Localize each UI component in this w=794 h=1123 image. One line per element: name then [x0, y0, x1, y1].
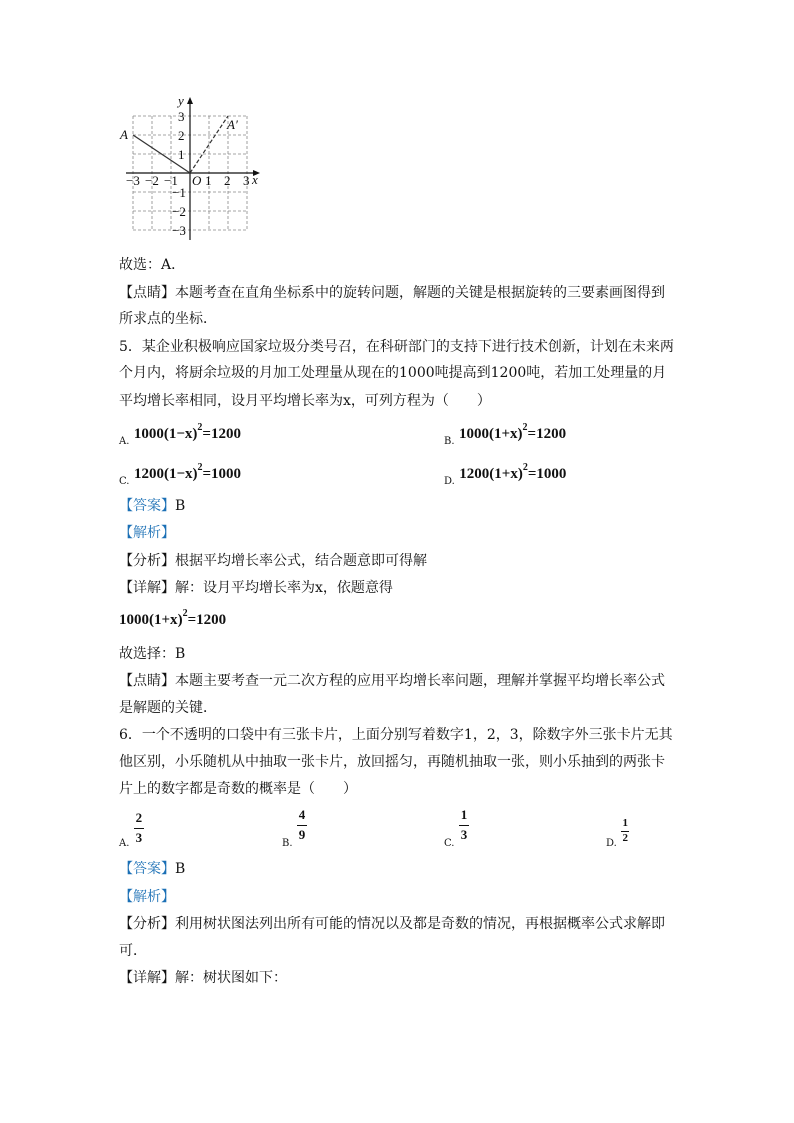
q5-option-c: [119, 462, 242, 487]
q6-option-b: [282, 807, 307, 849]
q5-fenxi: [119, 551, 427, 571]
q6-option-a: [119, 810, 144, 849]
answer-value: B: [175, 498, 186, 514]
fenxi-text: 根据平均增长率公式，结合题意即可得解: [175, 553, 427, 569]
option-formula: $1000(1+x)^2=1200$: [458, 422, 567, 442]
y-tick-label: −1: [172, 185, 186, 200]
q6-fenxi-cont: 可．: [119, 943, 147, 959]
segment-oa-prime: [190, 116, 228, 173]
x-tick-label: 2: [224, 173, 231, 188]
option-letter: D.: [444, 476, 455, 487]
option-fraction: $\frac{1}{3}$: [460, 807, 468, 842]
q4-tip: [119, 283, 665, 303]
option-letter: C.: [119, 476, 130, 487]
option-formula: $1200(1-x)^2=1000$: [133, 462, 242, 482]
y-tick-label: 2: [178, 128, 185, 143]
x-tick-label: −2: [145, 173, 159, 188]
tip-label: 【点睛】: [119, 285, 175, 301]
q6-analysis-label: 【解析】: [119, 889, 175, 905]
option-letter: A.: [119, 436, 130, 447]
q5-option-d: [444, 462, 567, 487]
q6-stem-line: 片上的数字都是奇数的概率是（ ）: [119, 781, 357, 797]
y-axis-arrow-icon: [187, 97, 193, 104]
answer-label: 【答案】: [119, 861, 175, 877]
option-formula: $1200(1+x)^2=1000$: [459, 462, 567, 482]
xiangjie-text: 解：树状图如下：: [175, 970, 287, 986]
option-letter: B.: [282, 838, 293, 849]
y-tick-label: 3: [178, 109, 185, 124]
q4-choice: 故选：A．: [119, 257, 186, 273]
x-axis-label: x: [252, 172, 258, 187]
q6-xiangjie: [119, 968, 287, 988]
y-axis-label: y: [178, 93, 184, 108]
q5-option-a: [119, 422, 241, 447]
option-fraction: $\frac{1}{2}$: [622, 817, 629, 844]
option-fraction: $\frac{4}{9}$: [298, 807, 306, 842]
q5-stem-line: 平均增长率相同，设月平均增长率为x，可列方程为（ ）: [119, 393, 491, 409]
origin-label: O: [192, 173, 202, 188]
q5-analysis-label: 【解析】: [119, 525, 175, 541]
answer-value: B: [175, 861, 186, 877]
q5-stem-line: 5．某企业积极响应国家垃圾分类号召，在科研部门的支持下进行技术创新，计划在未来两: [119, 339, 674, 355]
xiangjie-label: 【详解】: [119, 580, 175, 596]
option-letter: A.: [119, 838, 130, 849]
q4-tip-cont: 所求点的坐标．: [119, 311, 217, 327]
xiangjie-text: 解：设月平均增长率为x，依题意得: [175, 580, 393, 596]
q5-choice: 故选择：B: [119, 646, 186, 662]
point-a-label: A: [120, 127, 128, 142]
q5-answer: [119, 496, 185, 516]
q5-stem-line: 个月内，将厨余垃圾的月加工处理量从现在的1000吨提高到1200吨，若加工处理量的月: [119, 365, 667, 381]
x-tick-label: −1: [164, 173, 178, 188]
q5-tip: [119, 671, 665, 691]
q6-answer: [119, 859, 185, 879]
answer-label: 【答案】: [119, 498, 175, 514]
q6-option-d: [606, 817, 629, 849]
fenxi-text: 利用树状图法列出所有可能的情况以及都是奇数的情况，再根据概率公式求解即: [175, 916, 665, 932]
q5-option-b: [444, 422, 567, 447]
q6-option-c: [444, 807, 469, 849]
tip-text: 本题考查在直角坐标系中的旋转问题，解题的关键是根据旋转的三要素画图得到: [175, 285, 665, 301]
option-letter: C.: [444, 838, 455, 849]
q6-stem-line: 他区别，小乐随机从中抽取一张卡片，放回摇匀，再随机抽取一张，则小乐抽到的两张卡: [119, 754, 665, 770]
q6-fenxi: [119, 914, 665, 934]
x-tick-label: −3: [126, 173, 140, 188]
option-fraction: $\frac{2}{3}$: [135, 810, 143, 845]
x-tick-label: 1: [205, 173, 212, 188]
q6-stem-line: 6．一个不透明的口袋中有三张卡片，上面分别写着数字1，2，3，除数字外三张卡片无其: [119, 727, 673, 743]
option-letter: B.: [444, 436, 455, 447]
q5-tip-cont: 是解题的关键．: [119, 700, 217, 716]
y-tick-label: −2: [172, 204, 186, 219]
q5-xiangjie: [119, 578, 393, 598]
tip-label: 【点睛】: [119, 673, 175, 689]
y-tick-label: 1: [178, 147, 185, 162]
option-letter: D.: [606, 838, 617, 849]
x-tick-label: 3: [243, 173, 250, 188]
fenxi-label: 【分析】: [119, 916, 175, 932]
q5-equation: $1000(1+x)^2=1200$: [119, 608, 227, 628]
coordinate-graph: [118, 92, 268, 242]
option-formula: $1000(1-x)^2=1200$: [133, 422, 241, 442]
xiangjie-label: 【详解】: [119, 970, 175, 986]
point-a-prime-label: A′: [227, 117, 238, 132]
fenxi-label: 【分析】: [119, 553, 175, 569]
tip-text: 本题主要考查一元二次方程的应用平均增长率问题，理解并掌握平均增长率公式: [175, 673, 665, 689]
y-tick-label: −3: [172, 223, 186, 238]
